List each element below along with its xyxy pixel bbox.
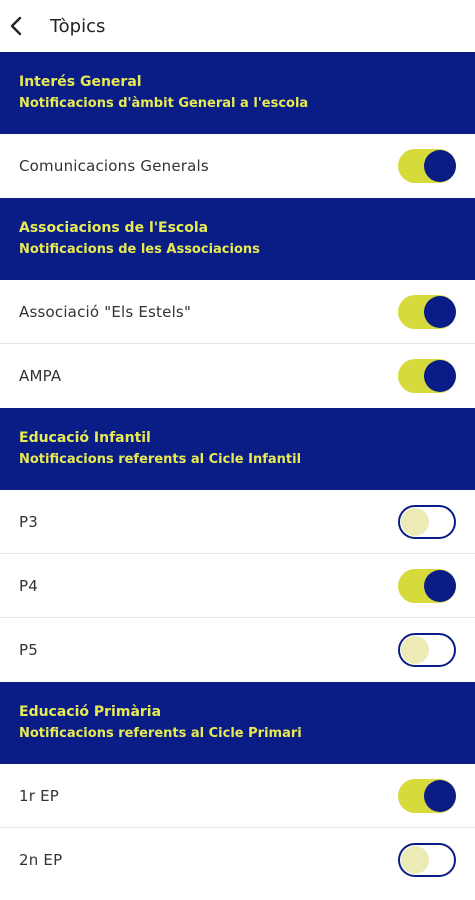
topic-label: Comunicacions Generals	[19, 157, 209, 175]
chevron-left-icon	[9, 16, 23, 36]
app-bar	[0, 0, 475, 52]
toggle-knob	[401, 508, 429, 536]
topic-row	[0, 554, 475, 618]
topic-label: P5	[19, 641, 38, 659]
section-subtitle: Notificacions referents al Cicle Primari	[19, 726, 302, 741]
section-header	[0, 408, 475, 490]
toggle-knob	[424, 780, 456, 812]
section-subtitle: Notificacions d'àmbit General a l'escola	[19, 96, 309, 111]
topic-toggle[interactable]	[398, 569, 456, 603]
back-button[interactable]	[5, 15, 27, 37]
topic-toggle[interactable]	[398, 149, 456, 183]
toggle-knob	[424, 360, 456, 392]
toggle-knob	[424, 296, 456, 328]
topic-label: Associació "Els Estels"	[19, 302, 192, 321]
topic-row	[0, 280, 475, 344]
section-header	[0, 52, 475, 134]
topic-label: AMPA	[19, 367, 62, 385]
topic-toggle[interactable]	[398, 843, 456, 877]
toggle-knob	[401, 636, 429, 664]
topic-row	[0, 618, 475, 682]
topic-toggle[interactable]	[398, 359, 456, 393]
topic-label: 1r EP	[19, 786, 60, 805]
topic-row	[0, 490, 475, 554]
toggle-knob	[424, 570, 456, 602]
topic-row	[0, 344, 475, 408]
topic-label: P3	[19, 512, 38, 531]
topic-toggle[interactable]	[398, 295, 456, 329]
topic-row	[0, 764, 475, 828]
page-title: Tòpics	[50, 15, 106, 37]
toggle-knob	[424, 150, 456, 182]
section-title: Associacions de l'Escola	[19, 220, 209, 236]
topic-row	[0, 828, 475, 892]
section-header	[0, 682, 475, 764]
section-header	[0, 198, 475, 280]
section-title: Educació Primària	[19, 704, 162, 720]
topics-list	[0, 52, 475, 892]
topic-label: P4	[19, 576, 38, 595]
topic-toggle[interactable]	[398, 505, 456, 539]
topic-row	[0, 134, 475, 198]
section-subtitle: Notificacions referents al Cicle Infantil	[19, 452, 302, 467]
section-title: Educació Infantil	[19, 430, 151, 446]
topic-label: 2n EP	[19, 851, 63, 869]
toggle-knob	[401, 846, 429, 874]
section-subtitle: Notificacions de les Associacions	[19, 242, 260, 257]
section-title: Interés General	[19, 74, 142, 90]
topic-toggle[interactable]	[398, 633, 456, 667]
topic-toggle[interactable]	[398, 779, 456, 813]
